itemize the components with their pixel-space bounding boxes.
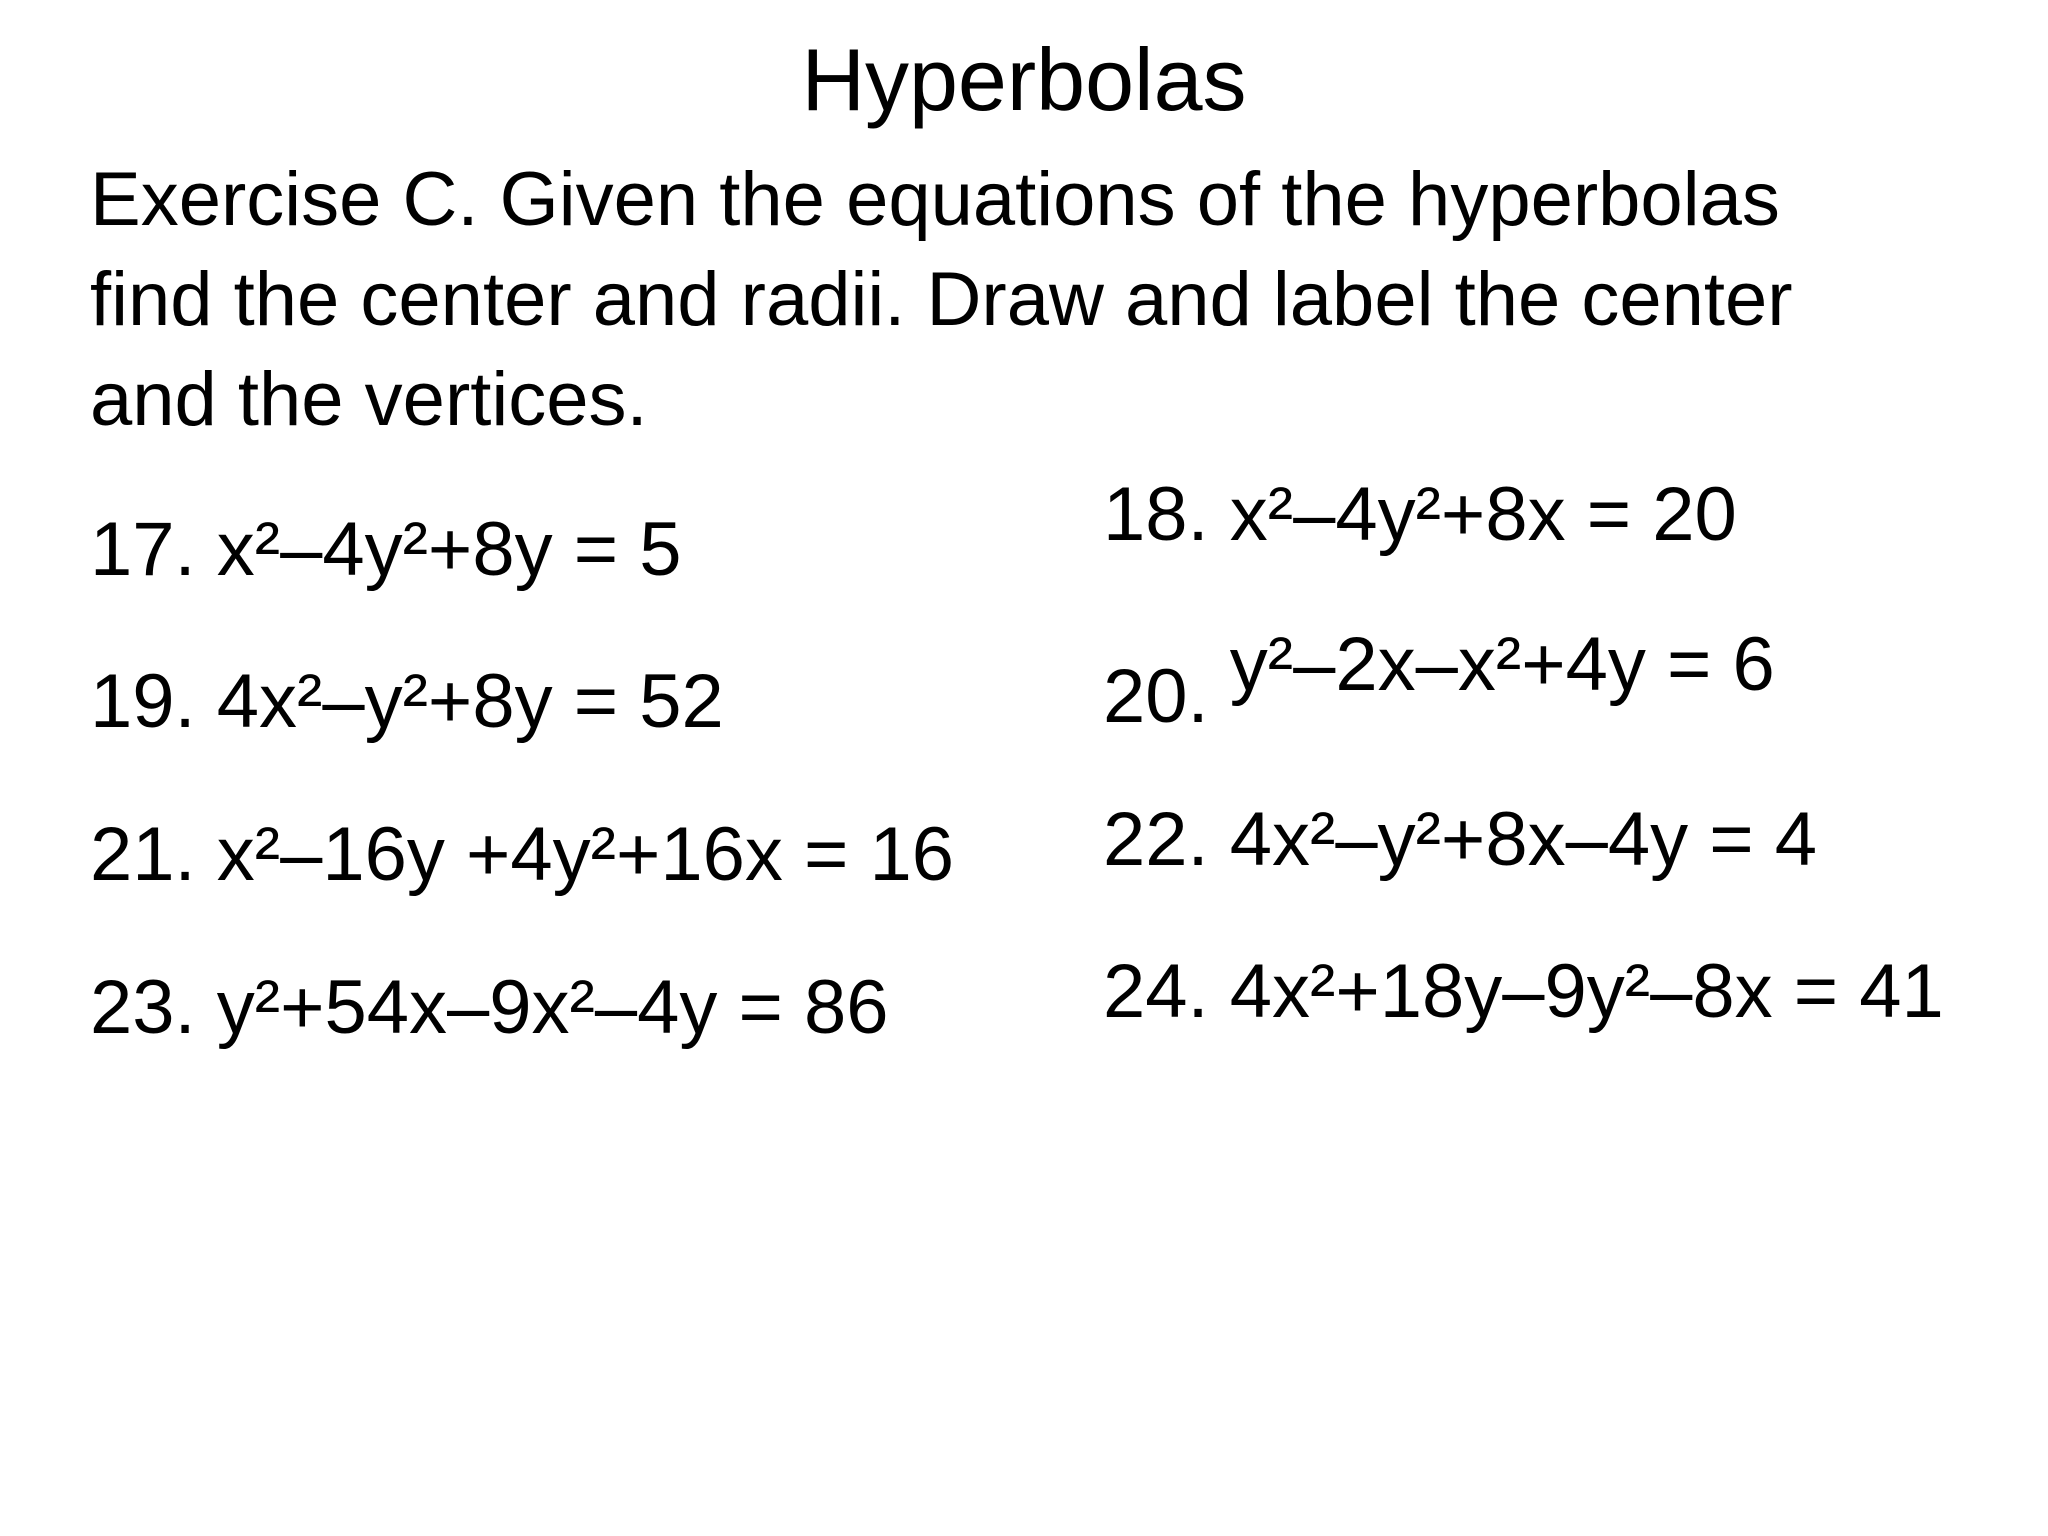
problem-number: 18. [1103,472,1209,557]
problem-equation: 4x²–y²+8x–4y = 4 [1229,797,1817,882]
problem-number: 20. [1103,654,1209,739]
problem-22 [1103,795,1817,885]
problem-equation: x²–4y²+8y = 5 [216,507,682,592]
problem-equation: y²–2x–x²+4y = 6 [1229,622,1775,707]
instructions-line-3: and the vertices. [90,357,648,442]
problem-equation: x²–16y +4y²+16x = 16 [216,812,955,897]
problem-23 [90,963,889,1053]
problem-19 [90,657,724,747]
problem-21 [90,810,954,900]
problem-equation: 4x²–y²+8y = 52 [216,659,724,744]
problem-number: 22. [1103,797,1209,882]
problem-20 [1103,622,1775,742]
page-title: Hyperbolas [801,30,1247,129]
problem-number: 21. [90,812,196,897]
problem-18 [1103,470,1737,560]
exercise-instructions [90,150,2010,450]
problem-number: 19. [90,659,196,744]
problem-number: 17. [90,507,196,592]
problem-equation: 4x²+18y–9y²–8x = 41 [1229,949,1944,1034]
problem-number: 23. [90,965,196,1050]
instructions-line-2: find the center and radii. Draw and label the center [90,257,1793,342]
problem-number: 24. [1103,949,1209,1034]
problem-equation: x²–4y²+8x = 20 [1229,472,1737,557]
instructions-line-1: Exercise C. Given the equations of the hyperbolas [90,157,1780,242]
problem-equation: y²+54x–9x²–4y = 86 [216,965,889,1050]
problem-24 [1103,947,1944,1037]
problem-17 [90,505,681,595]
